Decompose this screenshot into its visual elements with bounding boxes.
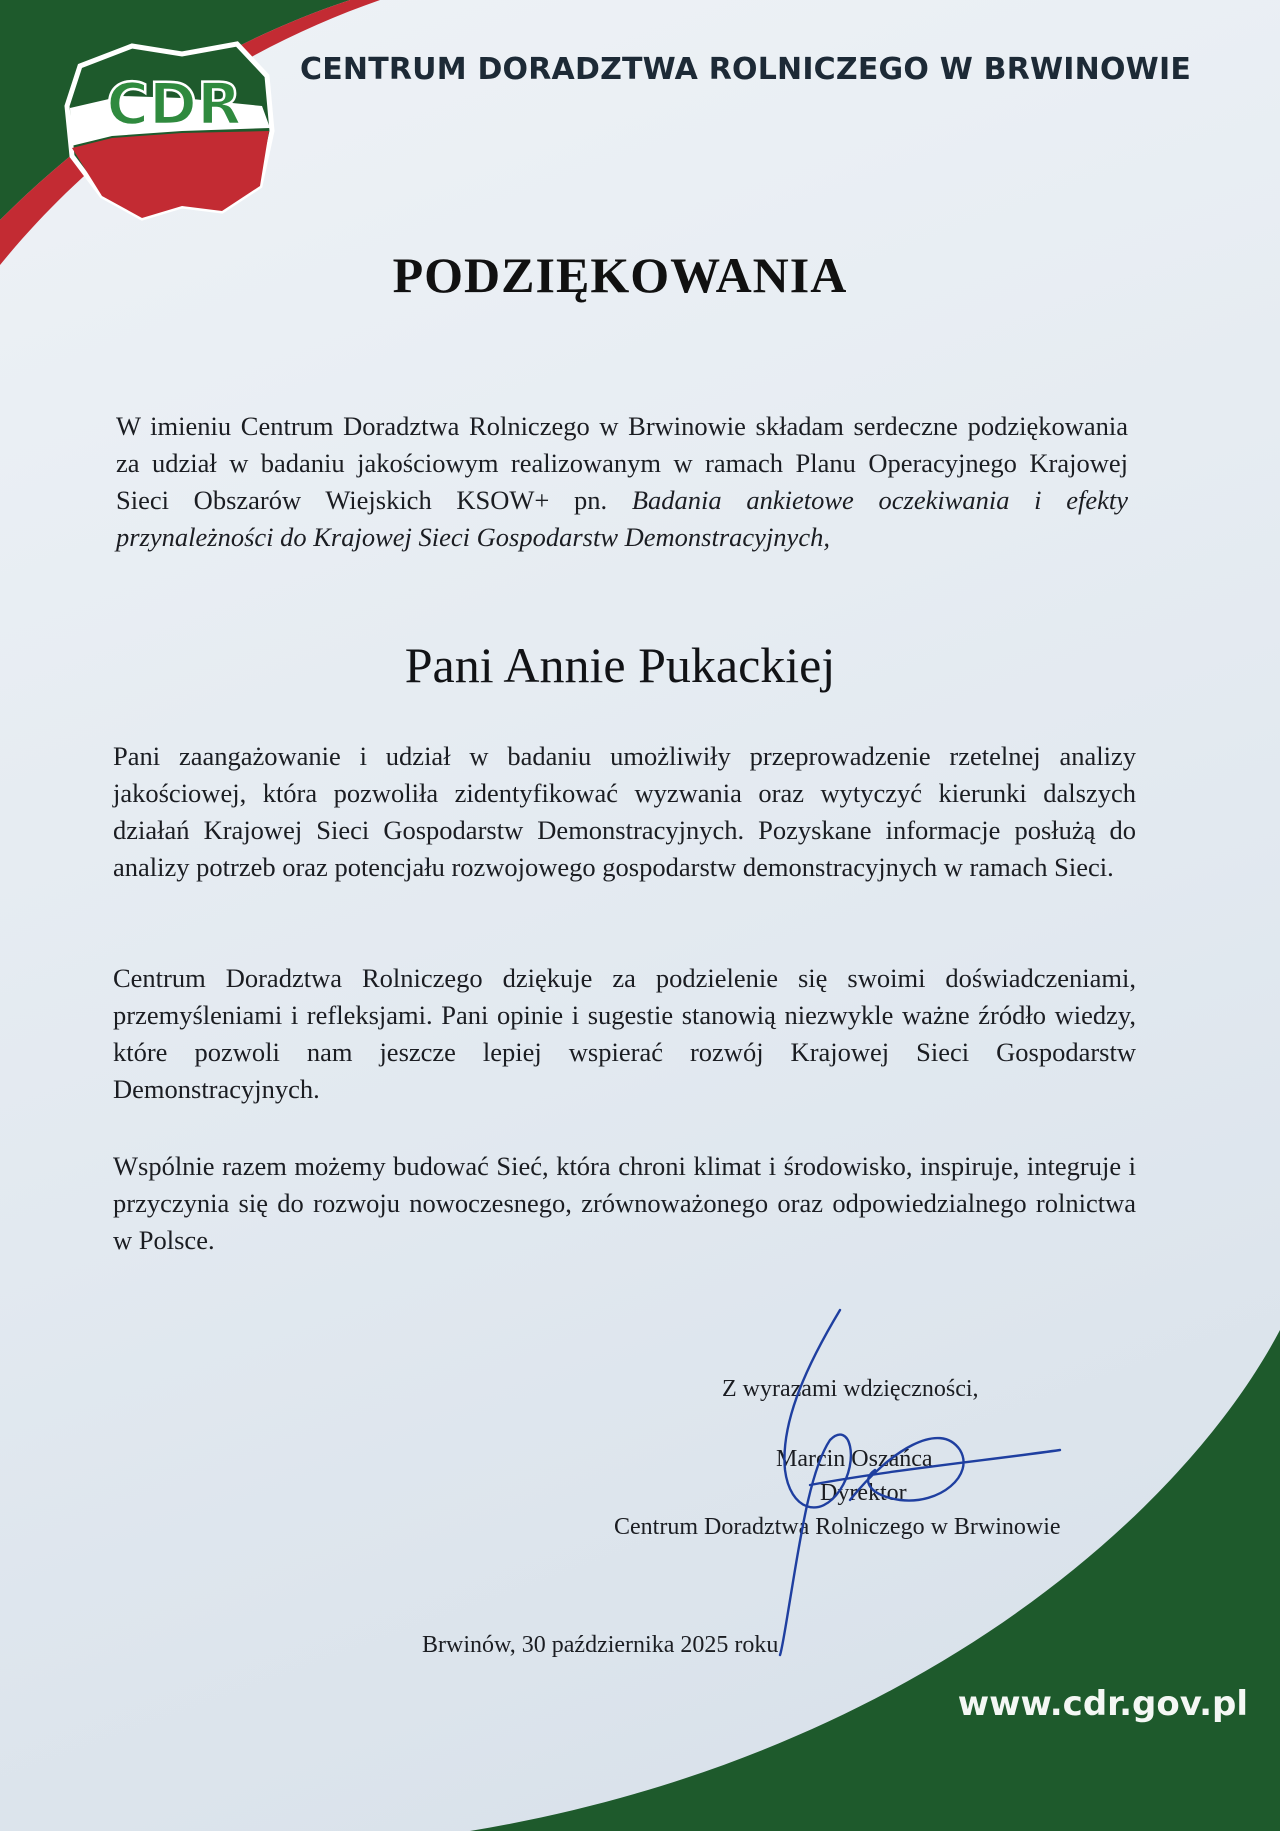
recipient-name: Pani Annie Pukackiej <box>404 637 836 693</box>
paragraph-4: Wspólnie razem możemy budować Sieć, która chroni klimat i środowisko, inspiruje, integruje i przyczynia się do rozwoju nowoczesnego, zrównoważonego oraz odpowiedzialnego rolnictwa w Polsce. <box>113 1151 1136 1255</box>
signature-stroke <box>780 1310 1060 1655</box>
closing-line: Z wyrazami wdzięczności, <box>722 1376 979 1402</box>
paragraph-3: Centrum Doradztwa Rolniczego dziękuje za podzielenie się swoimi doświadczeniami, przemyśleniami i refleksjami. Pani opinie i sugestie stanowią niezwykle ważne źródło wiedzy, które pozwoli nam jeszcze lepiej wspierać rozwój Krajowej Sieci Gospodarstw Demonstracyjnych. <box>113 963 1136 1104</box>
cdr-logo <box>62 36 282 226</box>
paragraph-2: Pani zaangażowanie i udział w badaniu umożliwiły przeprowadzenie rzetelnej analizy jakościowej, która pozwoliła zidentyfikować wyzwania oraz wytyczyć kierunki dalszych działań Krajowej Sieci Gospodarstw Demonstracyjnych. Pozyskane informacje posłużą do analizy potrzeb oraz potencjału rozwojowego gospodarstw demonstracyjnych w ramach Sieci. <box>113 741 1136 882</box>
poland-map-red-band <box>72 131 269 218</box>
intro-text: W imieniu Centrum Doradztwa Rolniczego w Brwinowie składam serdeczne podziękowania za udział w badaniu jakościowym realizowanym w ramach Planu Operacyjnego Krajowej Sieci Obszarów Wiejskich KSOW+ pn. <box>116 411 1128 515</box>
logo-text: CDR <box>106 70 242 138</box>
website-url: www.cdr.gov.pl <box>957 1684 1248 1724</box>
document-title: PODZIĘKOWANIA <box>392 247 848 303</box>
signatory-organization: Centrum Doradztwa Rolniczego w Brwinowie <box>614 1514 1061 1540</box>
organization-header: CENTRUM DORADZTWA ROLNICZEGO W BRWINOWIE <box>300 52 1192 87</box>
intro-paragraph <box>116 408 1128 556</box>
date-line: Brwinów, 30 października 2025 roku <box>422 1632 779 1658</box>
survey-name: Badania ankietowe oczekiwania i efekty przynależności do Krajowej Sieci Gospodarstw Demonstracyjnych, <box>116 485 1129 552</box>
signatory-role: Dyrektor <box>820 1480 907 1506</box>
signatory-name: Marcin Oszańca <box>776 1446 933 1472</box>
handwritten-signature <box>690 1300 1070 1660</box>
